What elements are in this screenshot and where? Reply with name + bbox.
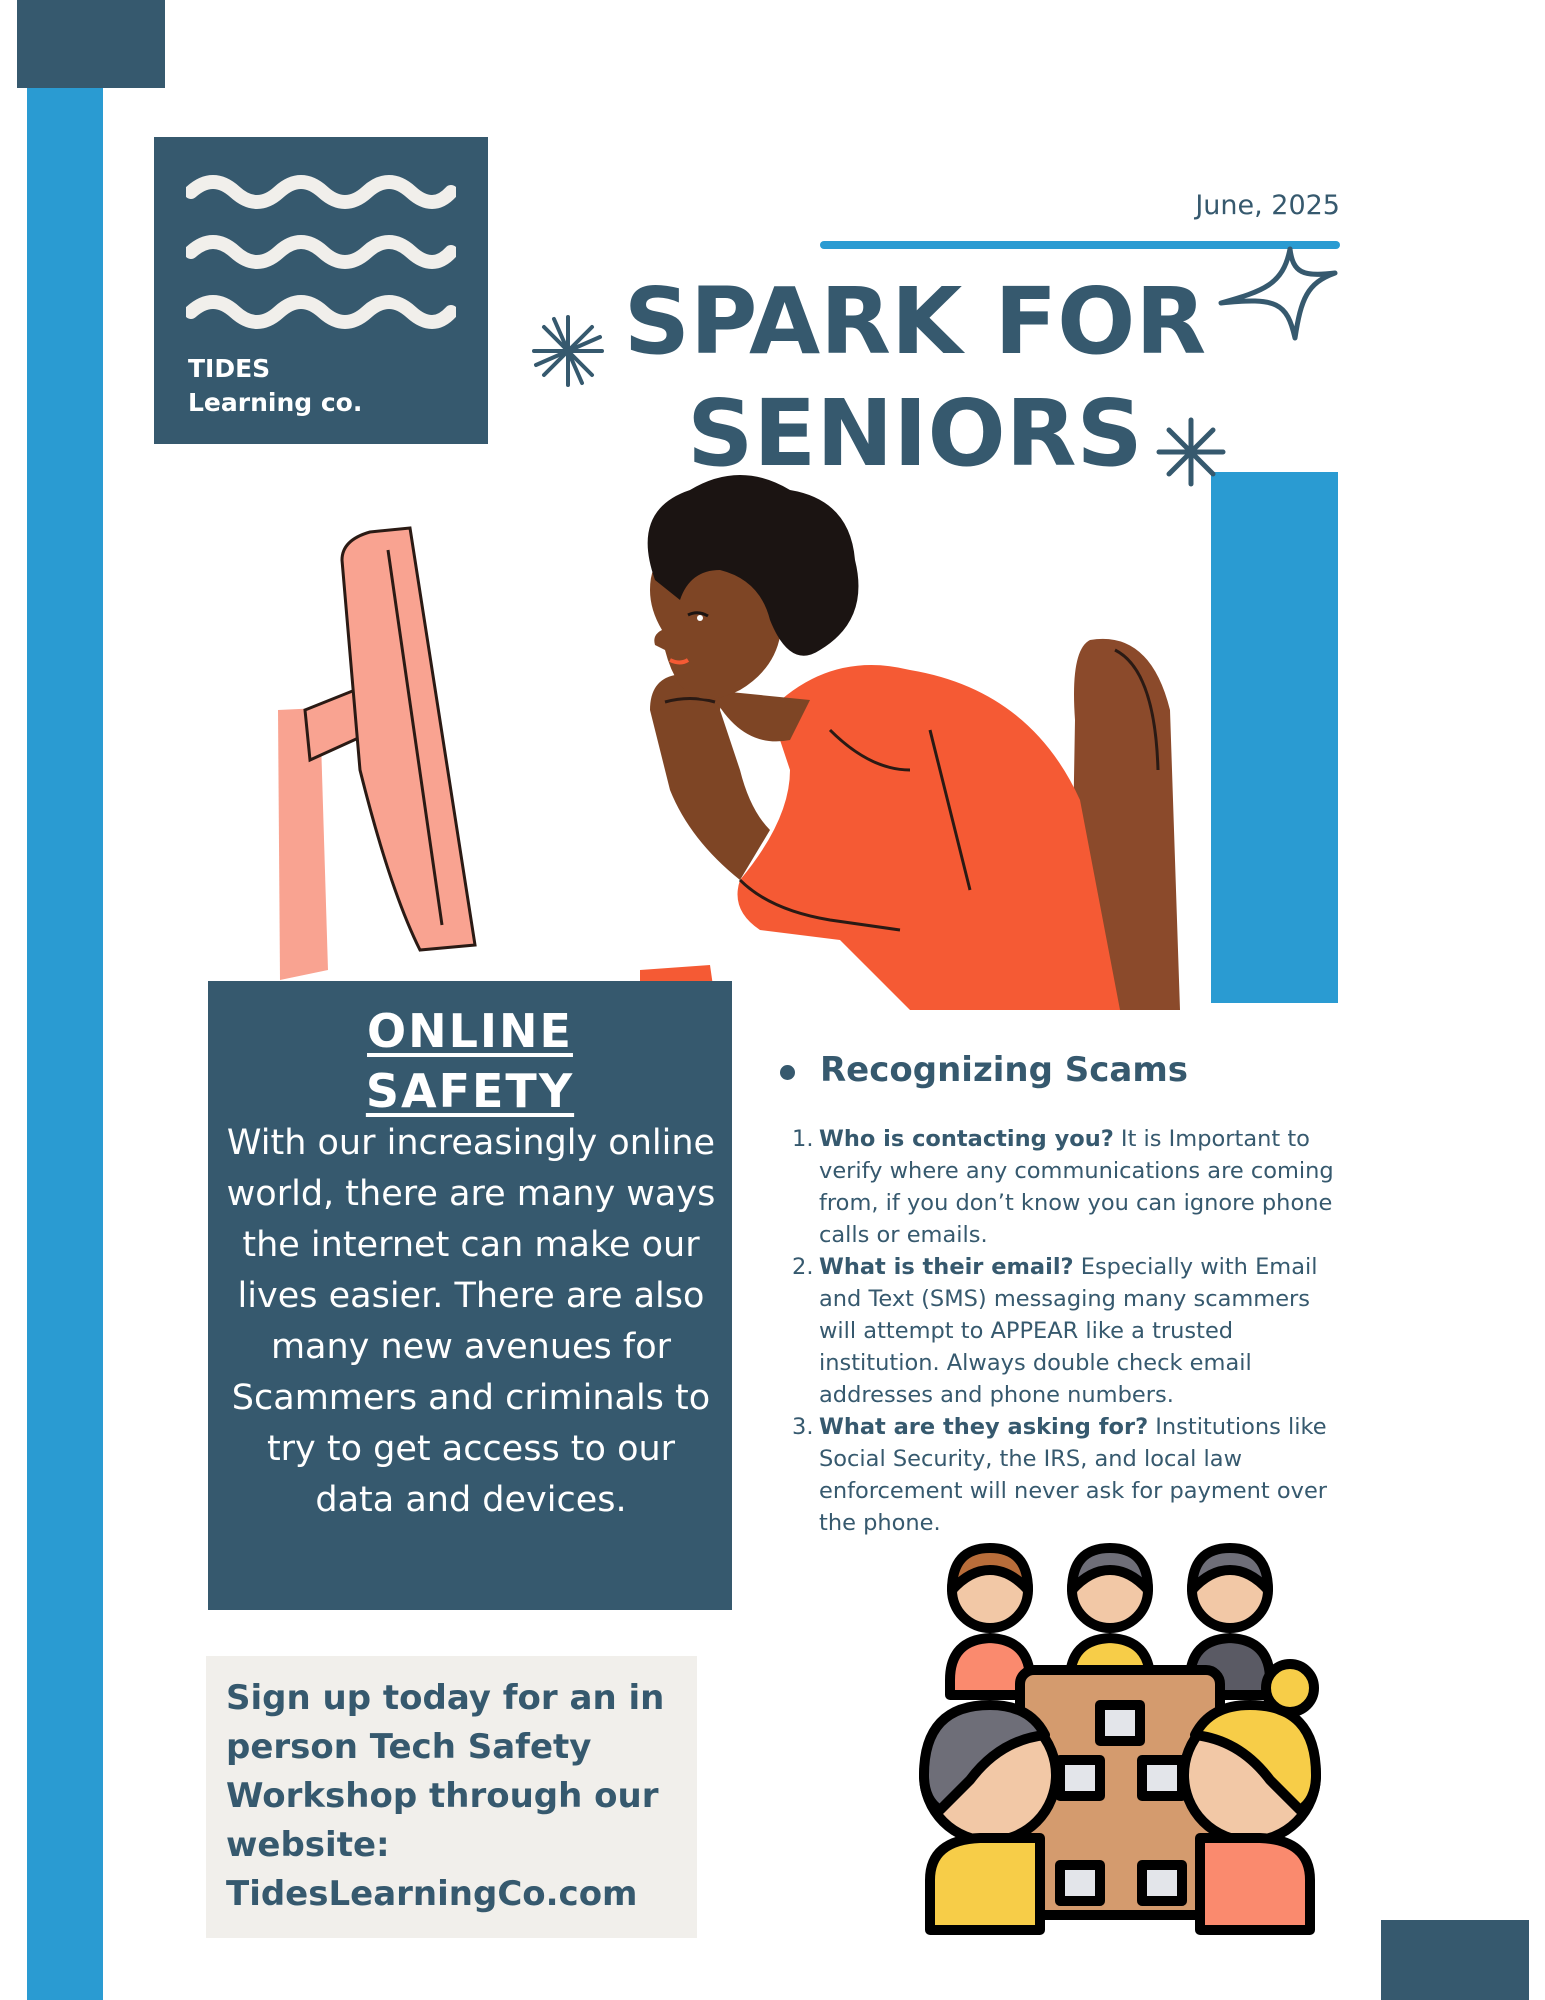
left-sidebar-bar [27, 88, 103, 2000]
logo-name: TIDES [188, 354, 271, 383]
list-item-text: Especially with Email and Text (SMS) messaging many scammers will attempt to APPEAR like a trusted institution. Always double check email addresses and phone numbers. [819, 1254, 1318, 1408]
page-title [600, 266, 1230, 490]
bullet-icon [780, 1065, 795, 1080]
list-item-question: What is their email? [819, 1254, 1074, 1280]
meeting-table-icon [910, 1520, 1330, 1950]
scams-title: Recognizing Scams [820, 1050, 1189, 1090]
signup-callout [206, 1656, 697, 1938]
star-icon [1215, 243, 1340, 343]
logo [154, 137, 488, 444]
list-item-number: 2. [792, 1254, 814, 1280]
scams-list [792, 1123, 1352, 1539]
list-item-text: It is Important to verify where any communications are coming from, if you don’t know you can ignore phone calls or emails. [819, 1126, 1334, 1248]
title-line-1: SPARK FOR [623, 268, 1207, 375]
online-safety-body: With our increasingly online world, there are many ways the internet can make our lives easier. There are also many new avenues for Scammers and criminals to try to get access to our data and devices. [226, 1123, 716, 1520]
list-item-question: Who is contacting you? [819, 1126, 1114, 1152]
list-item-text: Institutions like Social Security, the IRS, and local law enforcement will never ask for payment over the phone. [819, 1414, 1328, 1536]
title-line-2: SENIORS [687, 380, 1143, 487]
online-safety-heading-line-2: SAFETY [365, 1064, 575, 1118]
issue-date: June, 2025 [1195, 190, 1340, 221]
corner-block-top-left [17, 0, 165, 88]
online-safety-heading-line-1: ONLINE [367, 1004, 573, 1058]
online-safety-panel [208, 981, 732, 1610]
online-safety-heading [208, 1001, 732, 1121]
list-item [792, 1251, 1352, 1411]
right-accent-bar [1211, 472, 1338, 1003]
person-at-computer-illustration [270, 470, 1200, 1010]
waves-icon [186, 172, 456, 342]
list-item-number: 1. [792, 1126, 814, 1152]
list-item [792, 1123, 1352, 1251]
logo-tagline: Learning co. [188, 388, 363, 417]
list-item-question: What are they asking for? [819, 1414, 1149, 1440]
sparkle-icon [528, 311, 608, 391]
list-item-number: 3. [792, 1414, 814, 1440]
corner-block-bottom-right [1381, 1920, 1529, 2000]
signup-text: Sign up today for an in person Tech Safety Workshop through our website: TidesLearningCo.com [226, 1678, 665, 1914]
